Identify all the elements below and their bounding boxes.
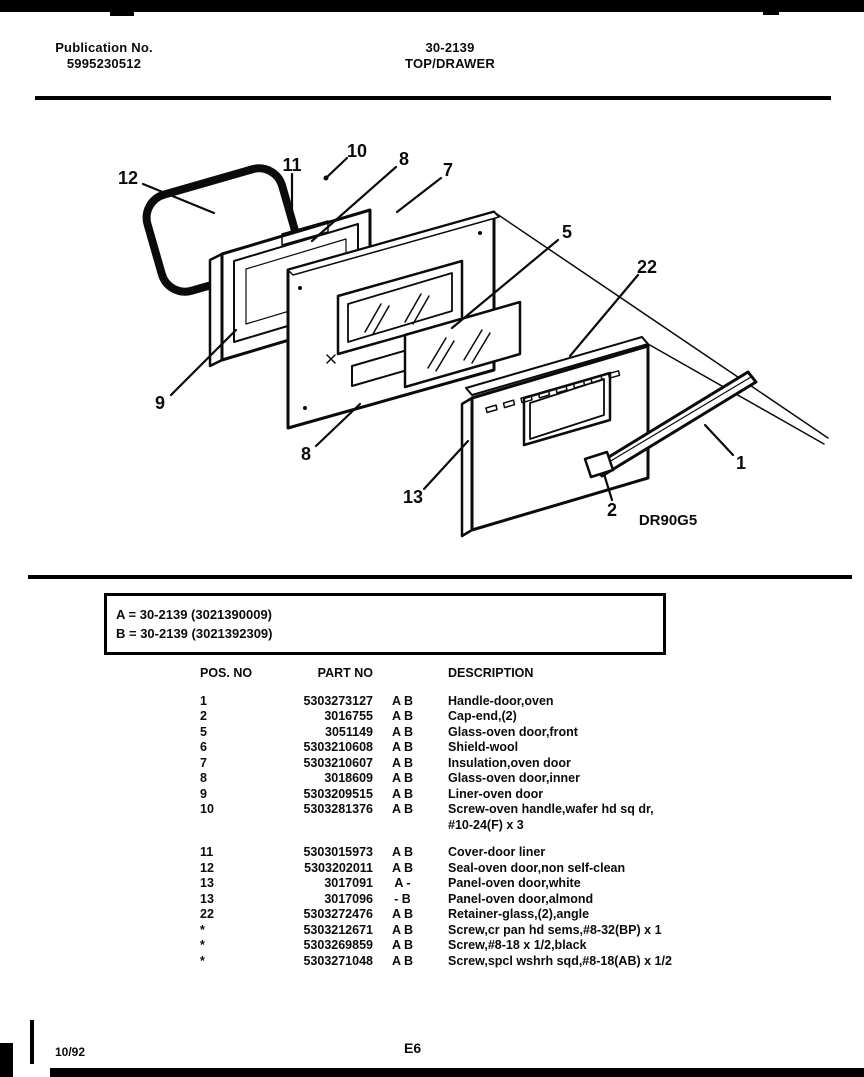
- cell-model-flags: A B: [391, 938, 414, 952]
- callout-label: 5: [561, 222, 573, 242]
- cell-part-no: 5303210608: [303, 740, 373, 754]
- cell-model-flags: A B: [391, 786, 414, 801]
- callout-label: 22: [636, 257, 658, 277]
- cell-part-no: 5303212671: [303, 922, 373, 937]
- cell-part-no: 3016755: [324, 709, 373, 723]
- callout-label: 7: [442, 160, 454, 180]
- callout-label: 12: [117, 168, 139, 188]
- cell-pos-no: 13: [200, 891, 214, 906]
- parts-group: [0, 845, 864, 969]
- callout-label: 10: [346, 141, 368, 161]
- table-row: [0, 756, 864, 772]
- footer-page-code: E6: [404, 1040, 422, 1056]
- cell-description: Glass-oven door,front: [448, 724, 578, 739]
- parts-table-header: [0, 666, 864, 682]
- callout-leader: [326, 158, 347, 178]
- parts-table-body: [0, 694, 864, 970]
- callout-leader: [397, 178, 441, 212]
- front-panel-shape: [462, 346, 648, 536]
- cell-description: Glass-oven door,inner: [448, 771, 580, 785]
- cell-description: Screw-oven handle,wafer hd sq dr, #10-24(F) x 3: [430, 802, 864, 833]
- cell-part-no: 5303281376: [303, 802, 373, 816]
- cell-model-flags: A B: [391, 953, 414, 968]
- callout-label: 8: [300, 444, 312, 464]
- table-row: [0, 861, 864, 877]
- cell-model-flags: A B: [391, 860, 414, 875]
- cell-pos-no: *: [200, 922, 205, 937]
- cell-description: Screw,cr pan hd sems,#8-32(BP) x 1: [448, 922, 662, 937]
- callout-label: 2: [606, 500, 618, 520]
- model-number: 30-2139: [425, 40, 475, 55]
- cell-pos-no: 10: [200, 802, 214, 816]
- table-row: [0, 802, 864, 833]
- scan-edge-top: [0, 0, 864, 12]
- table-row: [0, 694, 864, 710]
- table-row: [0, 954, 864, 970]
- footer-date: 10/92: [55, 1045, 86, 1059]
- cell-part-no: 5303272476: [303, 907, 373, 921]
- cell-pos-no: 2: [200, 709, 207, 723]
- cell-part-no: 5303202011: [304, 860, 373, 875]
- callout-label: 1: [735, 453, 747, 473]
- cell-model-flags: A B: [391, 907, 414, 921]
- cell-part-no: 3017091: [324, 876, 373, 890]
- cell-description: Cap-end,(2): [448, 709, 517, 723]
- cell-pos-no: 11: [200, 845, 214, 859]
- figure-code: DR90G5: [638, 512, 698, 529]
- header-part-no: PART NO: [317, 666, 373, 680]
- table-row: [0, 725, 864, 741]
- cell-part-no: 5303210607: [303, 755, 373, 770]
- cell-pos-no: 13: [200, 876, 214, 890]
- callout-label: 13: [402, 487, 424, 507]
- callout-leader: [171, 330, 236, 395]
- table-row: [0, 938, 864, 954]
- parts-group: [0, 694, 864, 834]
- cell-model-flags: A B: [391, 771, 414, 785]
- cell-model-flags: A B: [391, 755, 414, 770]
- publication-block: [46, 40, 162, 72]
- header-rule: [35, 96, 831, 100]
- callout-label: 9: [154, 393, 166, 413]
- cell-description: Insulation,oven door: [448, 755, 571, 770]
- cell-description: Screw,spcl wshrh sqd,#8-18(AB) x 1/2: [448, 953, 672, 968]
- cell-model-flags: A B: [391, 740, 414, 754]
- variant-line-a: A = 30-2139 (3021390009): [116, 607, 272, 622]
- cell-description: Handle-door,oven: [448, 693, 554, 708]
- table-row: [0, 907, 864, 923]
- table-row: [0, 740, 864, 756]
- cell-description-line2: #10-24(F) x 3: [448, 817, 524, 832]
- variant-box: [104, 593, 666, 655]
- cell-description: Shield-wool: [448, 740, 519, 754]
- cell-pos-no: 1: [200, 693, 207, 708]
- cell-pos-no: 5: [200, 724, 207, 739]
- cell-part-no: 5303269859: [303, 938, 373, 952]
- publication-label: Publication No.: [55, 40, 153, 55]
- cell-model-flags: A B: [391, 802, 414, 816]
- cell-part-no: 5303273127: [303, 693, 373, 708]
- cell-model-flags: A B: [391, 922, 414, 937]
- mid-rule: [28, 575, 852, 579]
- callout-label: 8: [398, 149, 410, 169]
- cell-model-flags: A B: [391, 845, 414, 859]
- cell-model-flags: A B: [391, 724, 414, 739]
- cell-pos-no: 12: [200, 860, 214, 875]
- cell-part-no: 5303209515: [303, 786, 373, 801]
- scan-mark: [763, 12, 779, 15]
- cell-pos-no: 7: [200, 755, 207, 770]
- table-row: [0, 845, 864, 861]
- exploded-diagram: [0, 108, 864, 578]
- scan-mark: [110, 12, 134, 16]
- cell-description: Panel-oven door,white: [448, 876, 581, 890]
- section-title: TOP/DRAWER: [405, 56, 495, 71]
- cell-description: Panel-oven door,almond: [448, 891, 594, 906]
- table-row: [0, 709, 864, 725]
- cell-model-flags: - B: [394, 891, 411, 906]
- cell-pos-no: 9: [200, 786, 207, 801]
- cell-part-no: 5303015973: [303, 845, 373, 859]
- scan-mark-left: [30, 1020, 34, 1064]
- header-description: DESCRIPTION: [448, 666, 534, 680]
- scan-corner-block: [0, 1043, 13, 1077]
- cell-pos-no: 6: [200, 740, 207, 754]
- table-row: [0, 923, 864, 939]
- table-row: [0, 787, 864, 803]
- cell-description: Screw,#8-18 x 1/2,black: [448, 938, 587, 952]
- cell-description: Cover-door liner: [448, 845, 546, 859]
- cell-pos-no: 8: [200, 771, 207, 785]
- parts-table: [0, 666, 864, 969]
- title-block: [362, 40, 538, 72]
- table-row: [0, 876, 864, 892]
- cell-description: Liner-oven door: [448, 786, 544, 801]
- cell-model-flags: A B: [391, 709, 414, 723]
- cell-model-flags: A B: [391, 693, 414, 708]
- callout-label: 11: [282, 155, 302, 175]
- variant-line-b: B = 30-2139 (3021392309): [116, 626, 273, 641]
- cell-part-no: 3018609: [324, 771, 373, 785]
- table-row: [0, 771, 864, 787]
- cell-model-flags: A -: [394, 876, 411, 890]
- callout-leader: [705, 425, 733, 455]
- cell-part-no: 3017096: [324, 891, 373, 906]
- cell-description: Retainer-glass,(2),angle: [448, 907, 590, 921]
- cell-pos-no: *: [200, 953, 205, 968]
- cell-part-no: 3051149: [325, 724, 373, 739]
- table-row: [0, 892, 864, 908]
- cell-pos-no: 22: [200, 907, 214, 921]
- cell-pos-no: *: [200, 938, 205, 952]
- scan-edge-bottom: [50, 1068, 864, 1077]
- cell-description: Seal-oven door,non self-clean: [448, 860, 626, 875]
- header-pos-no: POS. NO: [200, 666, 253, 680]
- publication-number: 5995230512: [66, 56, 142, 71]
- cell-part-no: 5303271048: [303, 953, 373, 968]
